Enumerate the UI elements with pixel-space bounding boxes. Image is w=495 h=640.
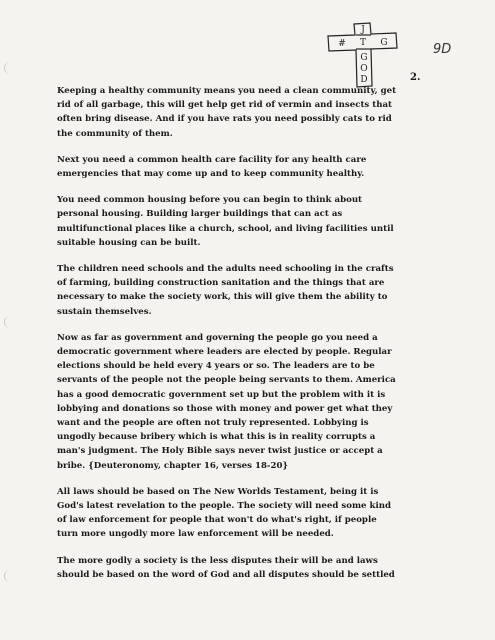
page-number: 2.: [410, 72, 421, 83]
text-line: suitable housing can be built.: [57, 237, 201, 248]
text-line: sustain themselves.: [57, 306, 152, 317]
paragraph: [57, 554, 437, 582]
paragraph: [57, 153, 437, 181]
text-line: The children need schools and the adults need schooling in the crafts: [57, 264, 394, 275]
binder-hole-mark: [4, 316, 17, 328]
text-line: Next you need a common health care facility for any health care: [57, 154, 367, 165]
text-line: of farming, building construction sanitation and the things that are: [57, 278, 385, 289]
text-line: Now as far as government and governing the people go you need a: [57, 332, 378, 343]
cross-letter-lower: O: [360, 64, 368, 74]
cross-letter-lower: D: [360, 75, 368, 85]
text-line: All laws should be based on The New Worlds Testament, being it is: [57, 486, 379, 497]
text-line: emergencies that may come up and to keep community healthy.: [57, 169, 365, 180]
handwritten-page-number: 9D: [433, 42, 452, 57]
cross-letter-top: J: [361, 25, 365, 35]
hand-drawn-cross-icon: [326, 20, 406, 90]
text-line: rid of all garbage, this will get help get rid of vermin and insects that: [57, 100, 393, 111]
text-line: lobbying and donations so those with money and power get what they: [57, 403, 393, 414]
text-line: democratic government where leaders are elected by people. Regular: [57, 347, 392, 358]
text-line: The more godly a society is the less disputes their will be and laws: [57, 555, 378, 566]
text-line: want and the people are often not truly represented. Lobbying is: [57, 418, 369, 429]
text-line: God's latest revelation to the people. The society will need some kind: [57, 501, 391, 512]
text-line: multifunctional places like a church, school, and living facilities until: [57, 223, 394, 234]
text-line: elections should be held every 4 years or so. The leaders are to be: [57, 361, 375, 372]
cross-letter-lower: G: [360, 53, 368, 63]
text-line: of law enforcement for people that won't do what's right, if people: [57, 515, 377, 526]
text-line: should be based on the word of God and all disputes should be settled: [57, 569, 395, 580]
text-line: You need common housing before you can begin to think about: [57, 195, 363, 206]
body-text: [57, 84, 437, 594]
cross-letter-right: G: [380, 38, 388, 48]
paragraph: [57, 331, 437, 473]
text-line: necessary to make the society work, this will give them the ability to: [57, 292, 388, 303]
text-line: bribe. {Deuteronomy, chapter 16, verses 18-20}: [57, 460, 288, 471]
paragraph: [57, 193, 437, 250]
text-line: Keeping a healthy community means you need a clean community, get: [57, 86, 397, 96]
binder-hole-mark: [4, 570, 17, 582]
text-line: servants of the people not the people being servants to them. America: [57, 375, 396, 386]
paragraph: [57, 485, 437, 542]
text-line: man's judgment. The Holy Bible says never twist justice or accept a: [57, 446, 383, 457]
text-line: turn more ungodly more law enforcement will be needed.: [57, 529, 334, 540]
paragraph: [57, 84, 437, 141]
text-line: the community of them.: [57, 128, 173, 139]
text-line: often bring disease. And if you have rats you need possibly cats to rid: [57, 114, 392, 125]
cross-letter-middle: T: [359, 38, 367, 48]
text-line: personal housing. Building larger buildings that can act as: [57, 209, 343, 220]
text-line: has a good democratic government set up but the problem with it is: [57, 389, 386, 400]
binder-hole-mark: [4, 62, 17, 74]
cross-letter-left: #: [338, 39, 346, 49]
text-line: ungodly because bribery which is what this is in reality corrupts a: [57, 432, 376, 443]
paragraph: [57, 262, 437, 319]
